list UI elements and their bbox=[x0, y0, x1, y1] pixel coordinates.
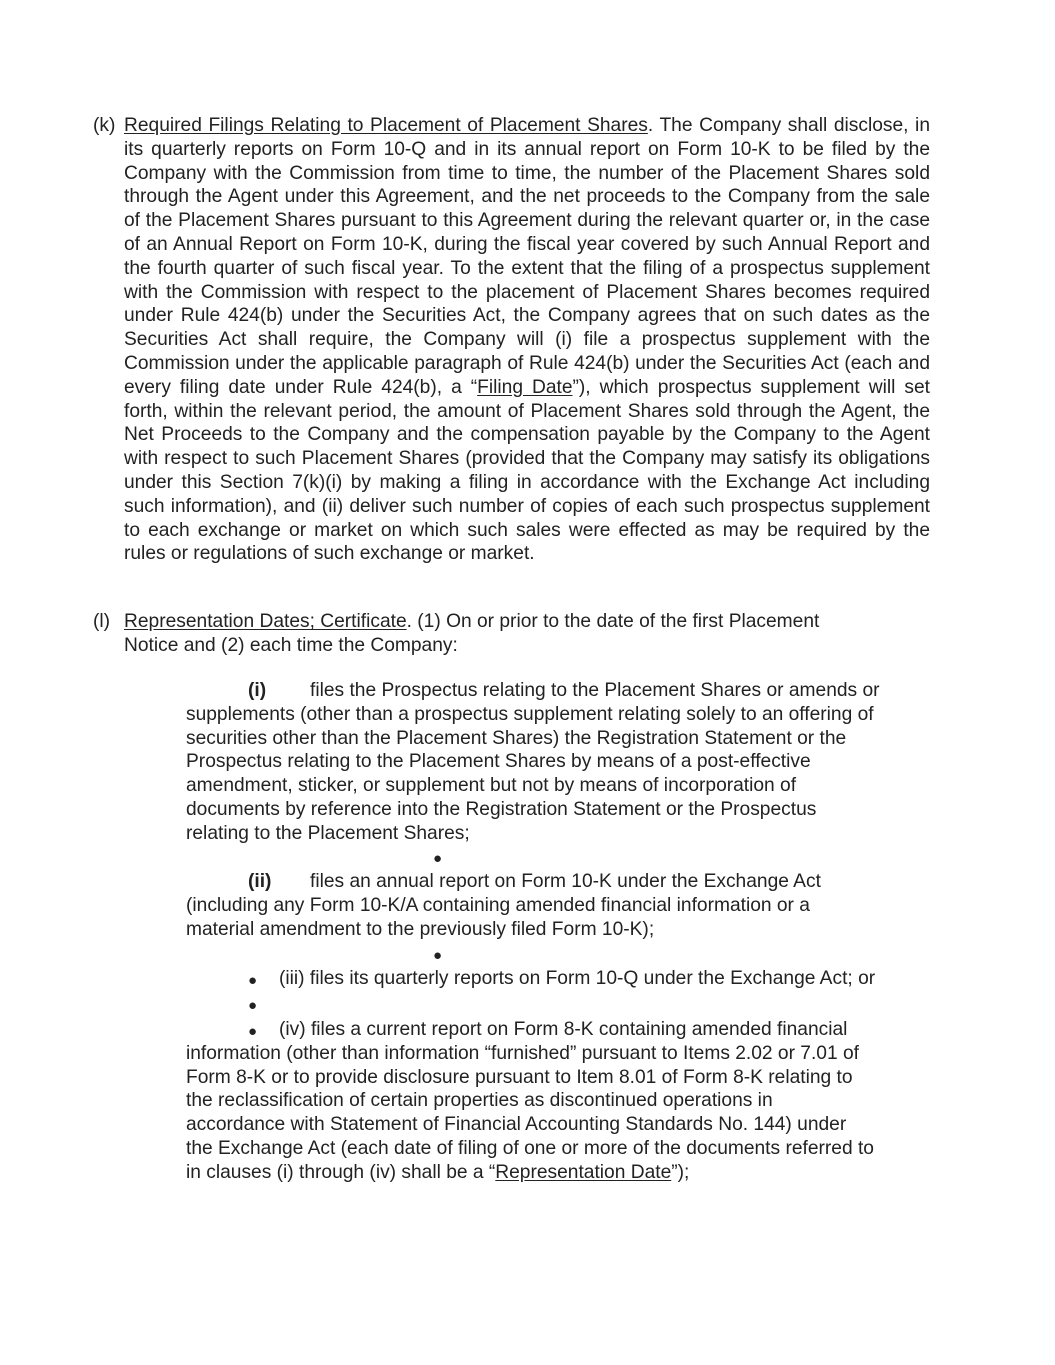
section-k-text-part1: . The Company shall disclose, in its quarterly reports on Form 10-Q and in its annual report on Form 10-K to be filed by the Company with the Commission from time to time, the number of the Placement Shares sold through the Agent under this Agreement, and the net proceeds to the Company from the sale of the Placement Shares pursuant to this Agreement during the relevant quarter or, in the case of an Annual Report on Form 10-K, during the fiscal year covered by such Annual Report and the fourth quarter of such fiscal year. To the extent that the filing of a prospectus supplement with the Commission with respect to the placement of Placement Shares becomes required under Rule 424(b) under the Securities Act, the Company agrees that on such dates as the Securities Act shall require, the Company will (i) file a prospectus supplement with the Commission under the applicable paragraph of Rule 424(b) under the Securities Act (each and every filing date under Rule 424(b), a “ bbox=[124, 115, 930, 398]
item-iv-last-part2: ”); bbox=[671, 1161, 690, 1183]
item-i-line: Prospectus relating to the Placement Shares by means of a post-effective bbox=[186, 751, 811, 773]
section-l-intro bbox=[124, 610, 930, 658]
item-i-line: supplements (other than a prospectus supplement relating solely to an offering of bbox=[186, 703, 874, 725]
section-k-heading: Required Filings Relating to Placement of Placement Shares bbox=[124, 115, 648, 136]
item-iv-line: accordance with Statement of Financial Accounting Standards No. 144) under bbox=[186, 1114, 847, 1136]
bullet-4: ● bbox=[248, 997, 258, 1014]
item-iii-text: (iii) files its quarterly reports on Form 10-Q under the Exchange Act; or bbox=[279, 968, 876, 989]
item-ii-first-text: files an annual report on Form 10-K under the Exchange Act bbox=[310, 871, 821, 892]
item-iv-line: the reclassification of certain properties as discontinued operations in bbox=[186, 1090, 773, 1112]
item-i-line: securities other than the Placement Shares) the Registration Statement or the bbox=[186, 727, 847, 749]
item-i-first-line bbox=[186, 679, 936, 703]
item-i-line: amendment, sticker, or supplement but not by means of incorporation of bbox=[186, 775, 797, 797]
item-ii-line: (including any Form 10-K/A containing amended financial information or a bbox=[186, 894, 810, 916]
bullet-2: ● bbox=[433, 947, 443, 964]
section-k-text-part2: ”), which prospectus supplement will set forth, within the relevant period, the amount of Placement Shares sold through the Agent, the Net Proceeds to the Company and the compensation payable by the Company to the Agent with respect to such Placement Shares (provided that the Company may satisfy its obligations under this Section 7(k)(i) by making a filing in accordance with the Exchange Act including such information), and (ii) deliver such number of copies of each such prospectus supplement to each exchange or market on which such sales were effected as may be required by the rules or regulations of such exchange or market. bbox=[124, 376, 931, 565]
section-l-heading: Representation Dates; Certificate bbox=[124, 611, 407, 632]
bullet-1: ● bbox=[433, 850, 443, 867]
item-i-number: (i) bbox=[248, 680, 267, 701]
section-l-intro-line1 bbox=[124, 610, 930, 634]
item-iv-last-part1: in clauses (i) through (iv) shall be a “ bbox=[186, 1161, 496, 1183]
section-k-label: (k) bbox=[93, 115, 116, 136]
representation-date-term: Representation Date bbox=[495, 1161, 672, 1183]
item-ii-number: (ii) bbox=[248, 871, 272, 892]
section-l-text-line1: . (1) On or prior to the date of the first Placement bbox=[406, 611, 820, 632]
item-iv-line: information (other than information “furnished” pursuant to Items 2.02 or 7.01 of bbox=[186, 1042, 859, 1064]
item-iv-block bbox=[186, 1018, 941, 1185]
bullet-5: ● bbox=[248, 1023, 258, 1040]
item-i-line: relating to the Placement Shares; bbox=[186, 822, 470, 844]
item-iv-first-line: (iv) files a current report on Form 8-K containing amended financial bbox=[279, 1019, 848, 1040]
item-iv-line: the Exchange Act (each date of filing of one or more of the documents referred to bbox=[186, 1137, 874, 1159]
item-i-first-text: files the Prospectus relating to the Placement Shares or amends or bbox=[310, 680, 880, 701]
filing-date-term: Filing Date bbox=[477, 376, 573, 398]
item-iv-line: Form 8-K or to provide disclosure pursuant to Item 8.01 of Form 8-K relating to bbox=[186, 1066, 853, 1088]
item-ii-line: material amendment to the previously filed Form 10-K); bbox=[186, 918, 655, 940]
item-ii-block bbox=[186, 870, 936, 941]
section-k-paragraph bbox=[124, 114, 930, 566]
item-i-block bbox=[186, 679, 936, 846]
item-i-line: documents by reference into the Registration Statement or the Prospectus bbox=[186, 798, 817, 820]
bullet-3: ● bbox=[248, 972, 258, 989]
section-l-intro-line2: Notice and (2) each time the Company: bbox=[124, 634, 458, 656]
item-iv-last-line bbox=[186, 1161, 941, 1185]
item-ii-first-line bbox=[186, 870, 936, 894]
section-l-label: (l) bbox=[93, 611, 111, 632]
